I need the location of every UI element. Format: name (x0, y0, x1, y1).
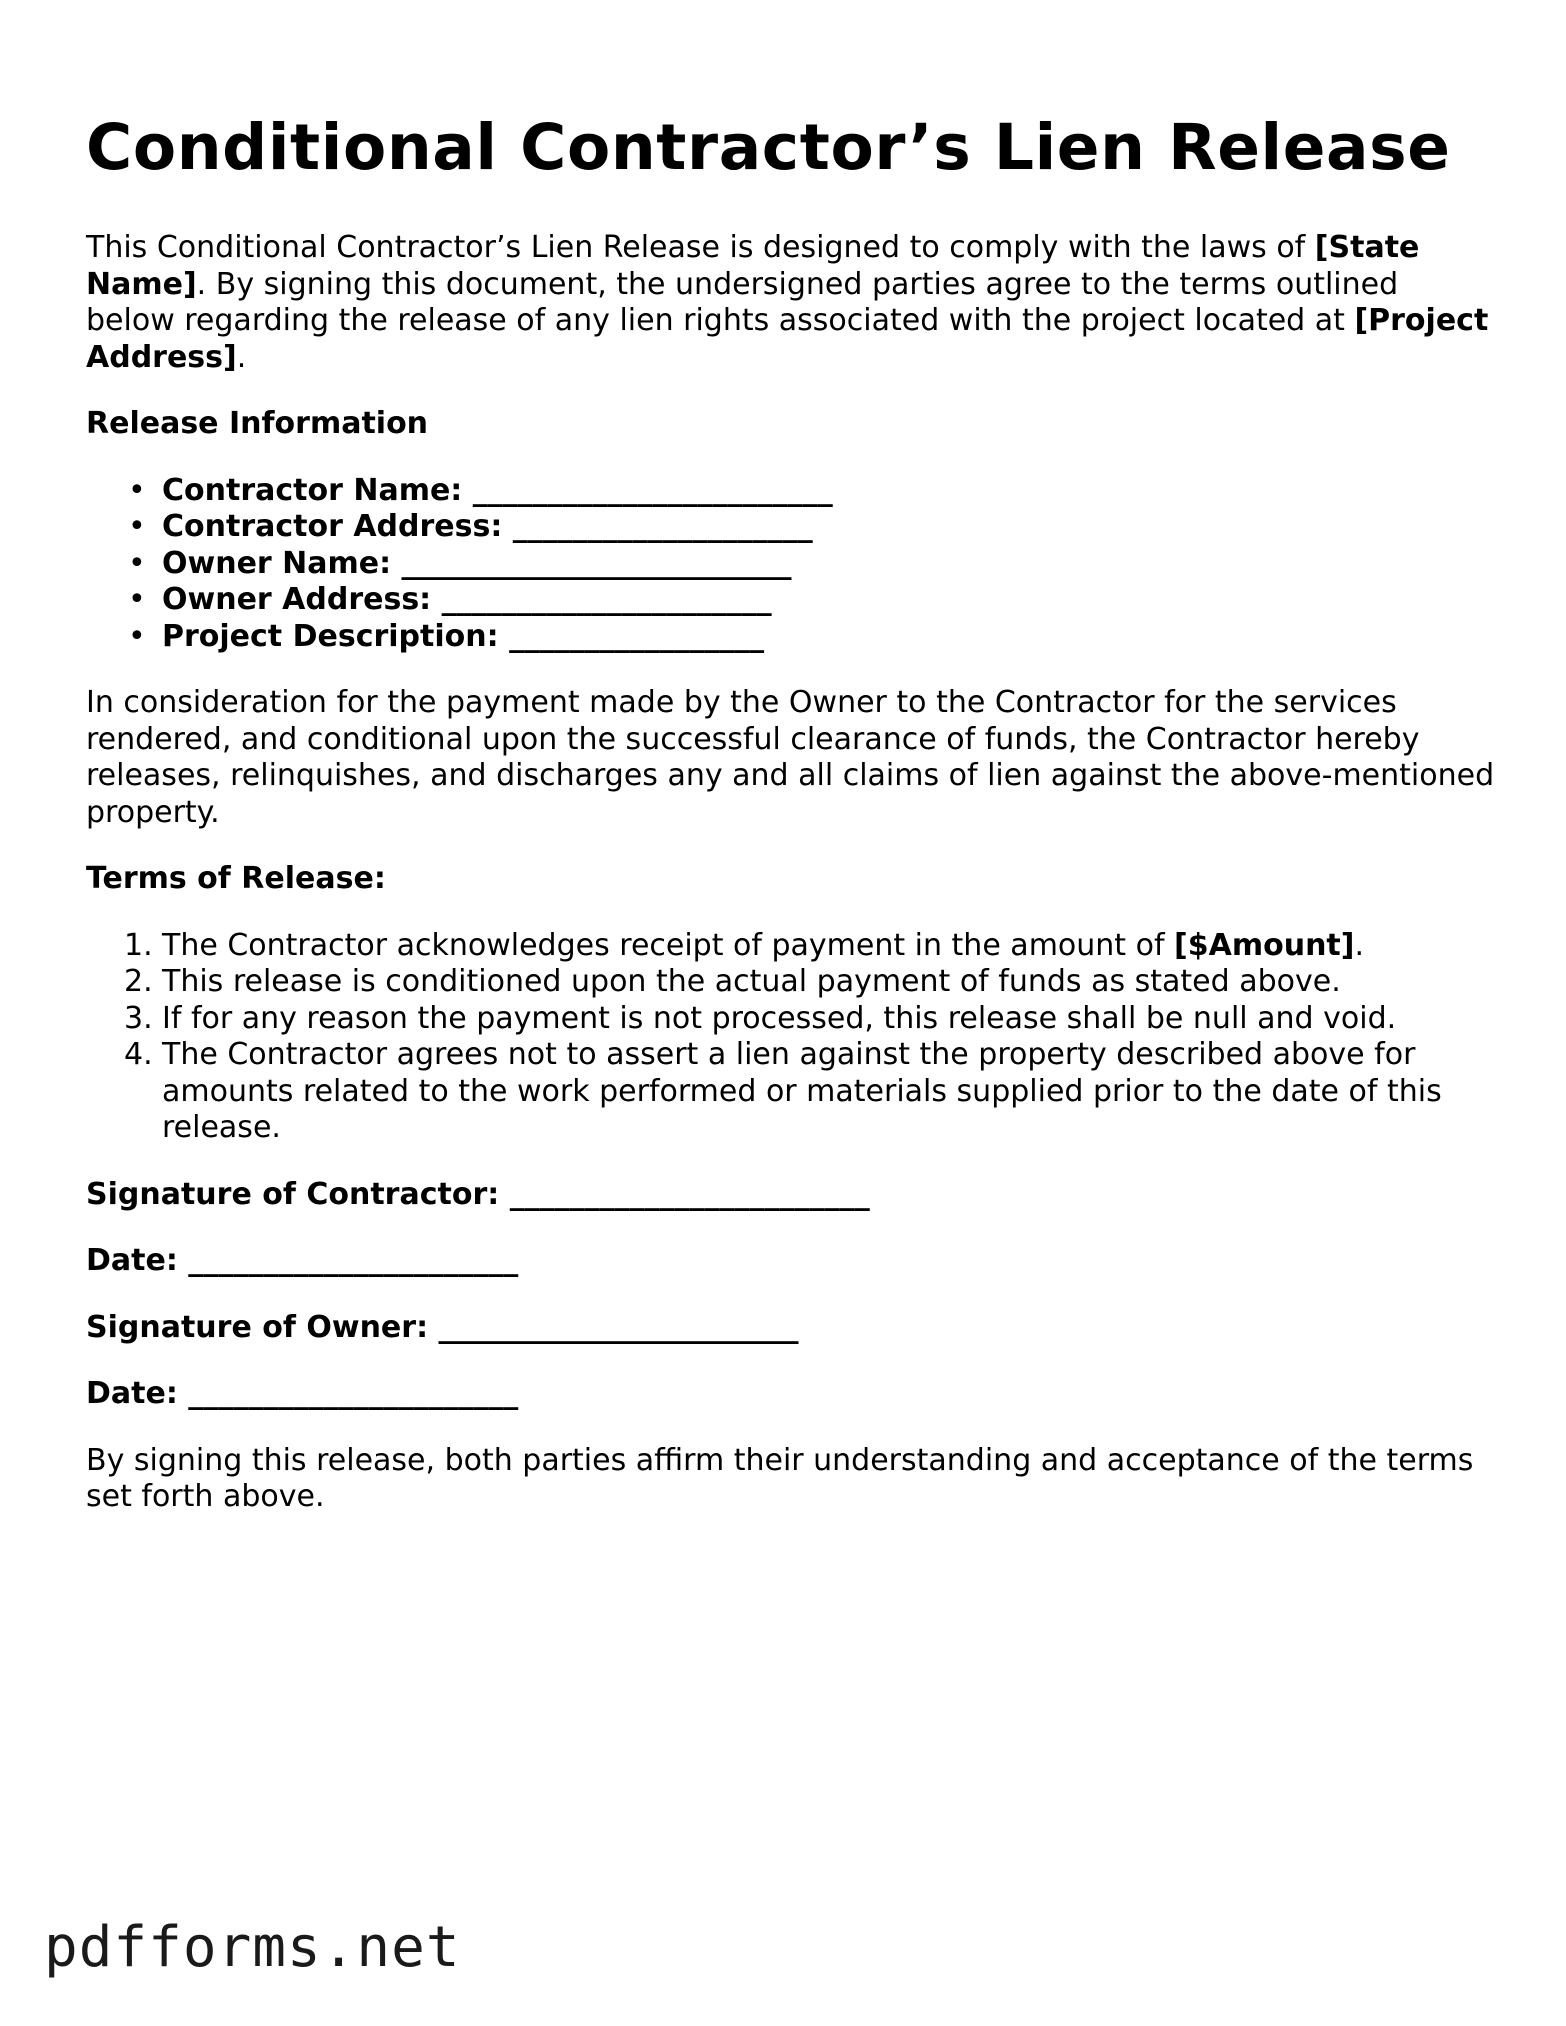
amount-placeholder: [$Amount] (1174, 927, 1355, 963)
contractor-date-line: Date: ______________________ (86, 1243, 519, 1278)
bullet-icon: • (128, 545, 146, 581)
owner-date-line: Date: ______________________ (86, 1376, 519, 1411)
bullet-icon: • (128, 582, 146, 617)
list-item-project-description (128, 619, 1496, 656)
owner-address-field: Owner Address: ______________________ (162, 582, 772, 617)
term-item-4 (86, 1037, 1496, 1147)
list-item-owner-address (128, 582, 1496, 619)
list-item-contractor-address (128, 509, 1496, 546)
list-item-owner-name (128, 546, 1496, 583)
term-1-text: The Contractor acknowledges receipt of payment in the amount of (162, 927, 1175, 963)
project-description-field: Project Description: _________________ (162, 618, 765, 654)
contractor-signature-line: Signature of Contractor: ________________________ (86, 1176, 870, 1212)
term-1-end: . (1354, 927, 1365, 963)
intro-paragraph (86, 230, 1496, 376)
release-info-list (86, 473, 1496, 656)
consideration-paragraph: In consideration for the payment made by the Owner to the Contractor for the services rendered, and conditional upon the successful clearance of funds, the Contractor hereby releases, relinquishes, and discharges any and all claims of lien against the above-mentioned property. (86, 685, 1495, 830)
term-item-2 (86, 964, 1496, 1001)
terms-heading: Terms of Release: (86, 861, 386, 896)
term-item-3 (86, 1001, 1496, 1038)
term-number: 2. (124, 964, 153, 999)
contractor-address-field: Contractor Address: ____________________ (162, 509, 813, 544)
project-address-placeholder: [Project Address] (86, 303, 1489, 375)
intro-text-1: This Conditional Contractor’s Lien Release is designed to comply with the laws of (86, 230, 1315, 265)
list-item-contractor-name (128, 473, 1496, 510)
state-name-placeholder: [State Name] (86, 230, 1420, 302)
intro-text-3: . (236, 339, 247, 375)
term-number: 1. (124, 927, 153, 963)
term-4-text: The Contractor agrees not to assert a lien against the property described above for amounts related to the work performed or materials supplied prior to the date of this release. (162, 1037, 1442, 1145)
document-page (86, 110, 1496, 1516)
term-2-text: This release is conditioned upon the actual payment of funds as stated above. (162, 964, 1341, 999)
term-number: 3. (124, 1000, 153, 1036)
term-number: 4. (124, 1037, 153, 1072)
intro-text-2: . By signing this document, the undersigned parties agree to the terms outlined below regarding the release of any lien rights associated with the project located at (86, 266, 1399, 338)
contractor-name-field: Contractor Name: ________________________ (162, 472, 833, 508)
owner-name-field: Owner Name: __________________________ (162, 545, 792, 581)
terms-list (86, 928, 1496, 1147)
document-title: Conditional Contractor’s Lien Release (86, 111, 1451, 184)
bullet-icon: • (128, 472, 146, 508)
term-item-1 (86, 928, 1496, 965)
term-3-text: If for any reason the payment is not processed, this release shall be null and void. (162, 1000, 1397, 1036)
bullet-icon: • (128, 618, 146, 654)
bullet-icon: • (128, 509, 146, 544)
owner-signature-line: Signature of Owner: ________________________ (86, 1309, 799, 1345)
pdfforms-logo: pdfforms.net (44, 1915, 461, 1980)
closing-paragraph: By signing this release, both parties affirm their understanding and acceptance of the terms set forth above. (86, 1442, 1474, 1514)
release-info-heading: Release Information (86, 406, 429, 441)
